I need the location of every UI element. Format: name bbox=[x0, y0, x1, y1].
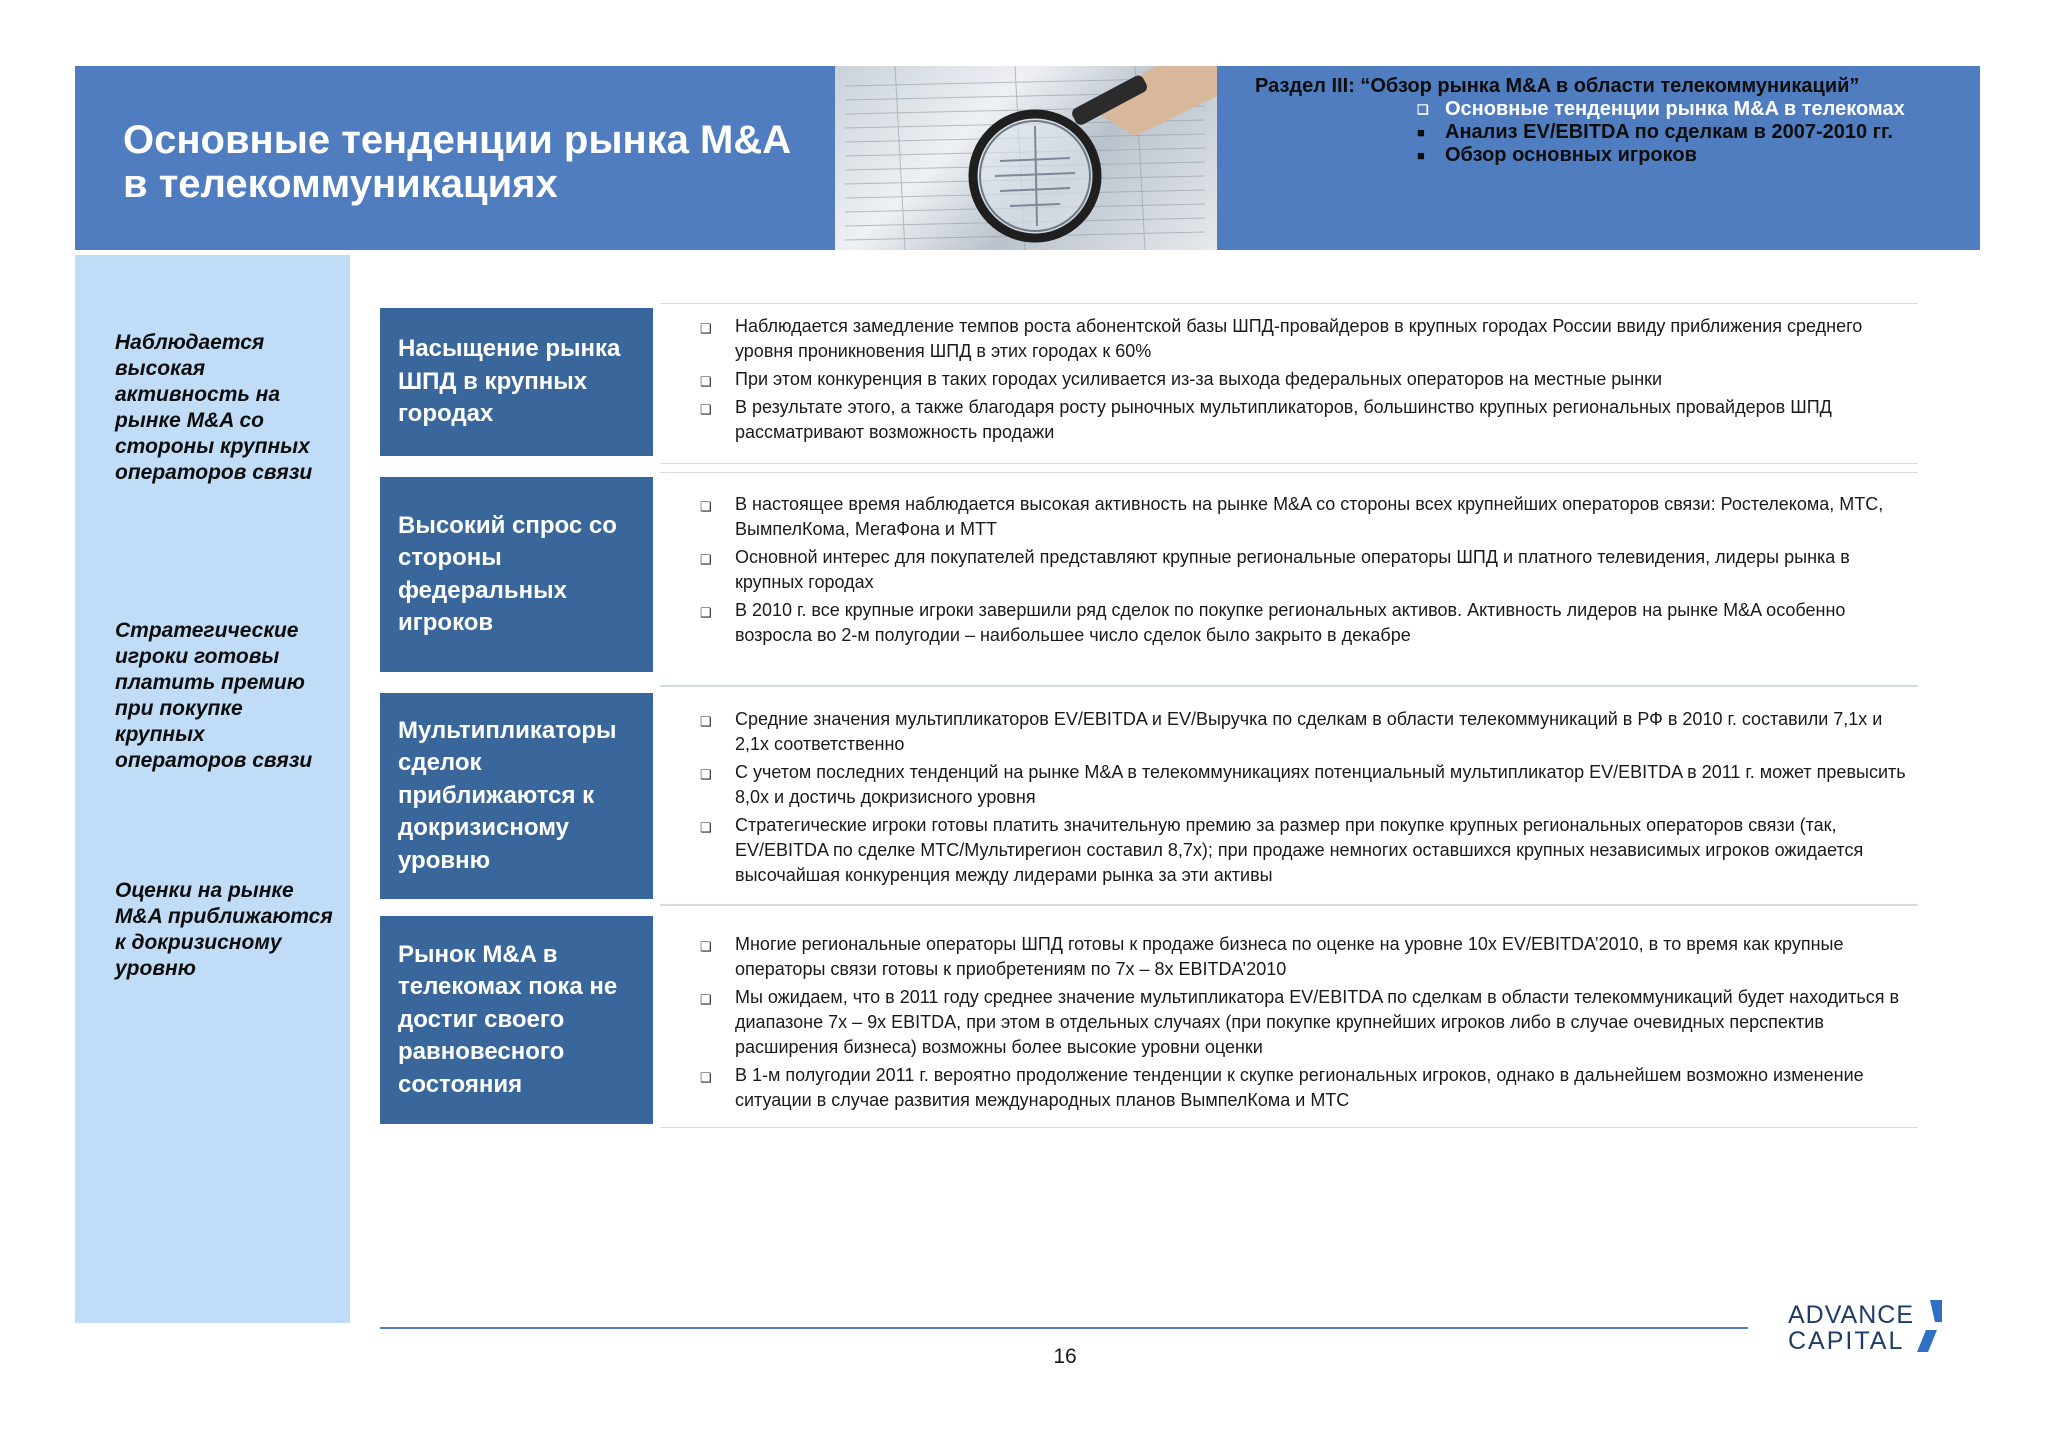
checkbox-bullet-icon: ❑ bbox=[1417, 102, 1429, 117]
section-nav-label: Анализ EV/EBITDA по сделкам в 2007-2010 гг. bbox=[1445, 121, 1893, 143]
checkbox-bullet-icon: ❑ bbox=[700, 499, 712, 514]
topic-title: Высокий спрос со стороны федеральных игроков bbox=[398, 511, 617, 636]
topic-box bbox=[380, 916, 653, 1124]
bullet-item: ❑ Многие региональные операторы ШПД готовы к продаже бизнеса по оценке на уровне 10x EV/EBITDA’2010, в то время как крупные операторы связи готовы к приобретениям по 7x – 8x EBITDA’2010 bbox=[700, 934, 1844, 979]
topic-box bbox=[380, 477, 653, 672]
section-title: Раздел III: “Обзор рынка M&A в области телекоммуникаций” bbox=[1255, 75, 1860, 97]
page-number: 16 bbox=[1053, 1345, 1077, 1368]
summary-item: Оценки на рынке M&A приближаются к докризисному уровню bbox=[115, 879, 333, 980]
header-title-panel bbox=[75, 66, 835, 250]
checkbox-bullet-icon: ❑ bbox=[700, 939, 712, 954]
bullet-item: ❑ В 1-м полугодии 2011 г. вероятно продолжение тенденции к скупке региональных игроков, однако в дальнейшем возможно изменение ситуации в случае развития международных планов ВымпелКома и МТС bbox=[700, 1065, 1864, 1110]
checkbox-bullet-icon: ❑ bbox=[700, 1070, 712, 1085]
section-nav-item[interactable] bbox=[1417, 98, 1905, 121]
section-nav-label: Основные тенденции рынка M&A в телекомах bbox=[1445, 98, 1905, 120]
topic-details bbox=[660, 303, 1918, 464]
bullet-list bbox=[660, 932, 1918, 1113]
topic-title: Мультипликаторы сделок приближаются к докризисному уровню bbox=[398, 716, 617, 874]
checkbox-bullet-icon: ❑ bbox=[700, 714, 712, 729]
logo-slash-icon bbox=[1912, 1300, 1942, 1352]
bullet-item: ❑ Стратегические игроки готовы платить значительную премию за размер при покупке крупных региональных операторов связи (так, EV/EBITDA по сделке МТС/Мультирегион составил 8,7x); при продаже немногих оставшихся крупных независимых игроков ожидается высочайшая конкуренция между лидерами рынка за эти активы bbox=[700, 815, 1864, 885]
topic-title: Насыщение рынка ШПД в крупных городах bbox=[398, 335, 621, 428]
logo-text-line1: ADVANCE bbox=[1788, 1301, 1915, 1329]
bullet-item: ❑ Средние значения мультипликаторов EV/EBITDA и EV/Выручка по сделкам в области телекоммуникаций в РФ в 2010 г. составили 7,1x и 2,1x соответственно bbox=[700, 709, 1883, 754]
logo-text-line2: CAPITAL bbox=[1788, 1327, 1905, 1355]
checkbox-bullet-icon: ❑ bbox=[700, 552, 712, 567]
bullet-item: ❑ При этом конкуренция в таких городах усиливается из-за выхода федеральных операторов на местные рынки bbox=[660, 367, 1918, 392]
bullet-item: ❑ В настоящее время наблюдается высокая активность на рынке M&A со стороны всех крупнейших операторов связи: Ростелекома, МТС, ВымпелКома, МегаФона и МТТ bbox=[700, 494, 1884, 539]
section-nav-item[interactable] bbox=[1417, 121, 1905, 144]
topic-details bbox=[660, 686, 1918, 905]
bullet-item: ❑ С учетом последних тенденций на рынке M&A в телекоммуникациях потенциальный мультипликатор EV/EBITDA в 2011 г. может превысить 8,0x и достичь докризисного уровня bbox=[700, 762, 1906, 807]
magnifier-icon bbox=[835, 66, 1217, 250]
bullet-item: ❑ Мы ожидаем, что в 2011 году среднее значение мультипликатора EV/EBITDA по сделкам в области телекоммуникаций будет находиться в диапазоне 7x – 9x EBITDA, при этом в отдельных случаях (при покупке крупнейших игроков либо в случае очевидных перспектив расширения бизнеса) возможны более высокие уровни оценки bbox=[700, 987, 1900, 1057]
summary-item: Стратегические игроки готовы платить премию при покупке крупных операторов связи bbox=[115, 619, 313, 772]
summary-sidebar bbox=[75, 255, 350, 1323]
topic-details bbox=[660, 472, 1918, 686]
checkbox-bullet-icon: ❑ bbox=[700, 402, 712, 417]
section-nav-label: Обзор основных игроков bbox=[1445, 144, 1697, 166]
bullet-item: ❑ Основной интерес для покупателей представляют крупные региональные операторы ШПД и платного телевидения, лидеры рынка в крупных городах bbox=[700, 547, 1850, 592]
topic-details bbox=[660, 905, 1918, 1128]
bullet-list bbox=[660, 492, 1918, 648]
square-bullet-icon: ■ bbox=[1417, 125, 1425, 140]
summary-item: Наблюдается высокая активность на рынке M&A со стороны крупных операторов связи bbox=[115, 331, 313, 484]
square-bullet-icon: ■ bbox=[1417, 148, 1425, 163]
header-photo bbox=[835, 66, 1217, 250]
section-nav-list bbox=[1417, 98, 1905, 167]
section-nav-panel bbox=[1217, 66, 1980, 250]
company-logo bbox=[1788, 1300, 1938, 1356]
footer-divider bbox=[380, 1327, 1748, 1329]
section-nav-item[interactable] bbox=[1417, 144, 1905, 167]
checkbox-bullet-icon: ❑ bbox=[700, 992, 712, 1007]
topic-title: Рынок M&A в телекомах пока не достиг своего равновесного состояния bbox=[398, 940, 618, 1098]
bullet-list bbox=[660, 707, 1918, 888]
topic-box bbox=[380, 308, 653, 456]
checkbox-bullet-icon: ❑ bbox=[700, 605, 712, 620]
bullet-item: ❑ Наблюдается замедление темпов роста абонентской базы ШПД-провайдеров в крупных городах России ввиду приближения среднего уровня проникновения ШПД в этих городах к 60% bbox=[700, 316, 1863, 361]
checkbox-bullet-icon: ❑ bbox=[700, 820, 712, 835]
checkbox-bullet-icon: ❑ bbox=[700, 374, 712, 389]
bullet-item: ❑ В 2010 г. все крупные игроки завершили ряд сделок по покупке региональных активов. Активность лидеров на рынке M&A особенно возросла во 2-м полугодии – наибольшее число сделок было закрыто в декабре bbox=[700, 600, 1846, 645]
bullet-item: ❑ В результате этого, а также благодаря росту рыночных мультипликаторов, большинство крупных региональных провайдеров ШПД рассматривают возможность продажи bbox=[700, 397, 1832, 442]
topic-box bbox=[380, 693, 653, 899]
page-title: Основные тенденции рынка M&A в телекоммуникациях bbox=[123, 118, 790, 206]
bullet-list bbox=[660, 314, 1918, 445]
checkbox-bullet-icon: ❑ bbox=[700, 321, 712, 336]
checkbox-bullet-icon: ❑ bbox=[700, 767, 712, 782]
